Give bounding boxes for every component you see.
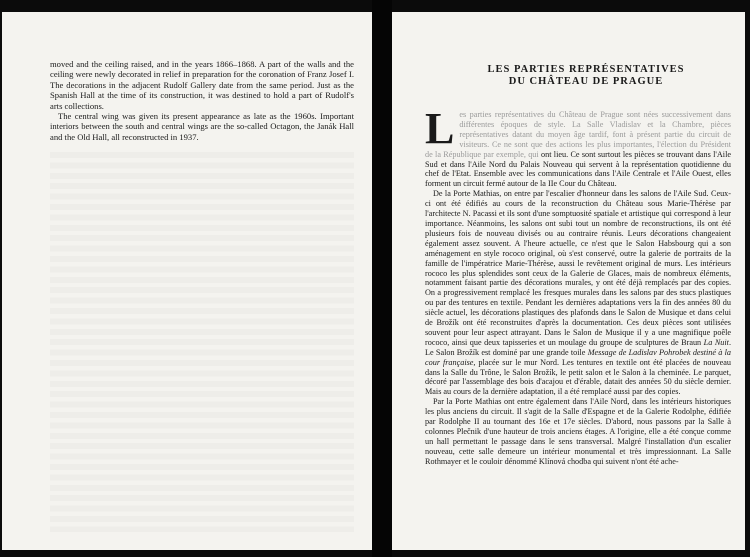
show-through-text (50, 152, 354, 532)
chapter-title-line-1: LES PARTIES REPRÉSENTATIVES (487, 64, 685, 75)
paragraph-2-end: , placée sur le mur Nord. Les tentures en textile ont été placées de nouveau dans la Salle du Trône, le Salon Brožík, le petit salon et le Salon à la cheminée. Le parquet, décoré par l'assemblage des bois d'acajou et d'érable, datait des années 50 du siècle dernier. Mais au cours de la dernière adaptation, il a été remplacé aussi par des copies. (425, 357, 731, 397)
right-paragraph-2 (425, 189, 731, 397)
paragraph-2-text: De la Porte Mathias, on entre par l'escalier d'honneur dans les salons de l'Aile Sud. Ceux-ci ont été édifiés au cours de la reconstruction du Château sous Marie-Thérèse par l'architecte N. Pacassi et ils sont d'une somptuosité spatiale et artistique qui correspond à leur importance. Néanmoins, les salons ont subi tout un nombre de reconstructions, ils ont été plusieurs fois de nouveau divisés ou au contraire réunis. Leurs décorations changeaient également assez souvent. A l'heure actuelle, ce n'est que le Salon Habsbourg qui a son aménagement en style rococo original, où s'est conservé, outre la galerie de portraits de la famille de l'impératrice Marie-Thérèse, aussi le revêtement original de murs. Les intérieurs rococo les plus splendides sont ceux de la Galerie de Glaces, mais de nombreux éléments, notamment faisant partie des décorations murales, y ont été déjà remplacés par des copies. On a progressivement remplacé les fresques murales dans les salons par des stucs plastiques ou par des tentures en textile. Pendant les dernières adaptations vers la fin des années 80 du siècle actuel, les décorations plastiques des plafonds dans le Salon de Musique et dans celui de Brožík ont été reconstruites d'après la documentation. Ces deux pièces sont utilisées souvent pour leur aspect attrayant. Dans le Salon de Musique il y a une magnifique poêle rococo, ainsi que deux tapisseries et un moulage du groupe de sculptures de Braun (425, 189, 731, 347)
left-page-text (50, 59, 354, 142)
right-paragraph-3: Par la Porte Mathias ont entre également dans l'Aile Nord, dans les intérieurs historiques les plus anciens du circuit. Il s'agit de la Salle d'Espagne et de la Galerie Rodolphe, édifiée par Rodolphe II au tournant des 16e et 17e siècles. D'abord, nous passons par la Salle à colonnes Plečnik d'une hauteur de trois anciens étages. A l'origine, elle a été conçue comme un hall permettant le passage dans le sens transversal. Malgré l'installation d'un escalier nouveau, cette salle demeure un intérieur monumental et très impressionnant. La Salle Rothmayer et le couloir dénommé Klínová chodba qui suivent n'ont été ache- (425, 397, 731, 466)
italic-title-message: Message de Ladislav Pohrobek destiné à la cour française (425, 347, 732, 367)
right-page-text (425, 104, 732, 467)
right-paragraph-1 (425, 104, 731, 189)
left-page (2, 12, 372, 550)
italic-title-la-nuit: La Nuit (703, 337, 729, 347)
book-gutter (372, 0, 392, 557)
paragraph-2-middle: . Le Salon Brožík est dominé par une grande toile (425, 337, 731, 357)
faded-text: es parties représentatives du Château de Prague sont nées successivement dans différentes époques de style. La Salle Vladislav et la Chambre, pièces représentatives datant du moyen âge tardif, font à présent partie du circuit de visiteurs. Ce ne sont que des actions les plus importantes, l'élection du Président de la République par exemple, qui (425, 110, 731, 159)
chapter-title (440, 64, 732, 88)
drop-cap: L (425, 104, 455, 153)
chapter-title-line-2: DU CHÂTEAU DE PRAGUE (508, 76, 664, 87)
left-paragraph-1: moved and the ceiling raised, and in the years 1866–1868. A part of the walls and the ceiling were newly decorated in relief in preparation for the coronation of Franz Josef I. The decorations in the adjacent Rudolf Gallery date from the same period. Just as the Spanish Hall at the time of its construction, it was destined to hold a part of Rudolf's arts collections. (50, 59, 354, 111)
paragraph-1-continued: ont lieu. Ce sont surtout les pièces se trouvant dans l'Aile Sud et dans l'Aile Nord du Palais Nouveau qui servent à la représentation quotidienne du chef de l'Etat. Ensemble avec les communications dans l'Aile Centrale et l'Aile Ouest, elles forment un circuit fermé autour de la IIe Cour du Château. (425, 149, 731, 189)
left-paragraph-2: The central wing was given its present appearance as late as the 1960s. Important interiors between the south and central wings are the so-called Octagon, the Janák Hall and the Old Hall, all reconstructed in 1937. (50, 111, 354, 142)
right-page (392, 12, 745, 550)
